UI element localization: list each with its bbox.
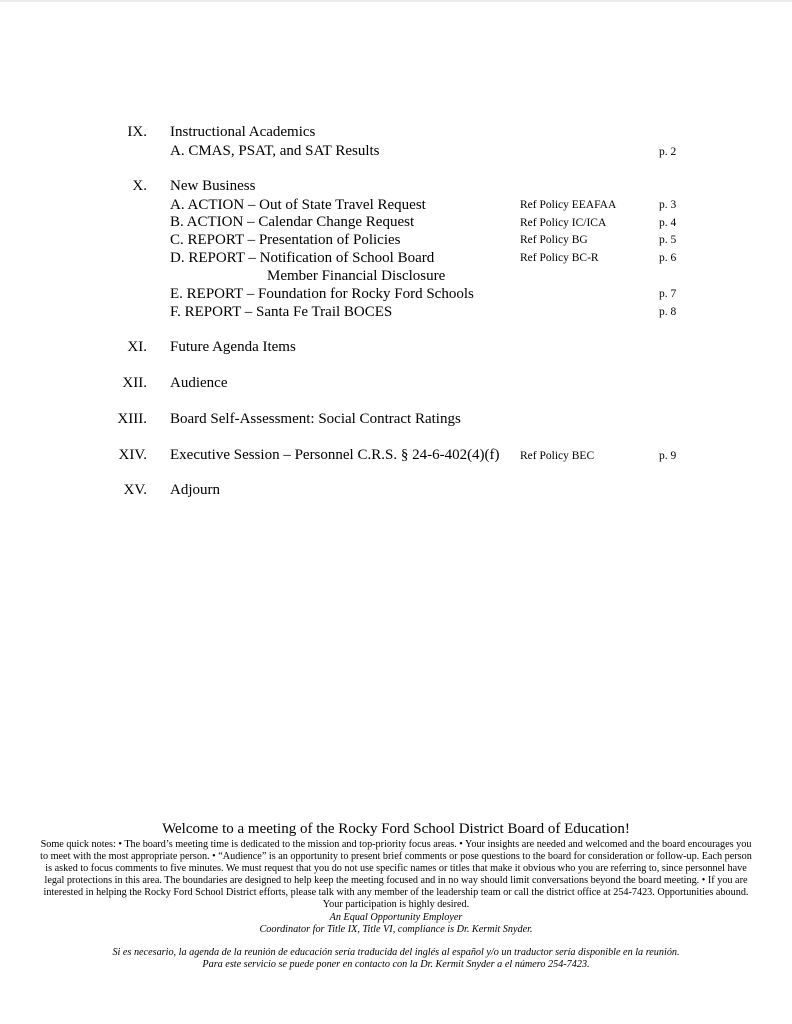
footer-spanish-line-1: Si es necesario, la agenda de la reunión de educación sería traducida del inglés al español y/o un traductor sería disponible en la reunión. bbox=[112, 947, 680, 958]
section-ix-numeral: IX. bbox=[127, 124, 147, 140]
footer-employer: An Equal Opportunity Employer bbox=[329, 912, 463, 923]
x-item-b-ref: Ref Policy IC/ICA bbox=[520, 217, 607, 229]
section-xi-numeral: XI. bbox=[127, 339, 147, 355]
section-ix-title: Instructional Academics bbox=[170, 124, 316, 140]
section-xiii-title: Board Self-Assessment: Social Contract Ratings bbox=[170, 411, 461, 427]
section-xiv-numeral: XIV. bbox=[118, 447, 147, 463]
x-item-b-text: B. ACTION – Calendar Change Request bbox=[170, 214, 415, 230]
footer-welcome-title: Welcome to a meeting of the Rocky Ford School District Board of Education! bbox=[162, 821, 630, 837]
section-xi-title: Future Agenda Items bbox=[170, 339, 296, 355]
x-item-c-page: p. 5 bbox=[659, 234, 677, 246]
footer-coordinator: Coordinator for Title IX, Title VI, compliance is Dr. Kermit Snyder. bbox=[259, 924, 533, 935]
ix-item-a-text: A. CMAS, PSAT, and SAT Results bbox=[170, 143, 380, 159]
x-item-d-page: p. 6 bbox=[659, 252, 677, 264]
x-item-f-text: F. REPORT – Santa Fe Trail BOCES bbox=[170, 304, 393, 320]
x-item-b-page: p. 4 bbox=[659, 217, 677, 229]
x-item-c-text: C. REPORT – Presentation of Policies bbox=[170, 232, 401, 248]
x-item-e-page: p. 7 bbox=[659, 288, 677, 300]
page-top-border bbox=[0, 0, 792, 2]
section-x-title: New Business bbox=[170, 178, 256, 194]
footer-spanish-line-2: Para este servicio se puede poner en contacto con la Dr. Kermit Snyder a el número 254-7423. bbox=[202, 959, 590, 970]
x-item-d-ref: Ref Policy BC-R bbox=[520, 252, 599, 264]
x-item-a-page: p. 3 bbox=[659, 199, 677, 211]
section-xiv-page: p. 9 bbox=[659, 450, 677, 462]
x-item-a-ref: Ref Policy EEAFAA bbox=[520, 199, 617, 211]
x-item-d-continuation: Member Financial Disclosure bbox=[267, 268, 446, 284]
section-xv-title: Adjourn bbox=[170, 482, 220, 498]
x-item-a-text: A. ACTION – Out of State Travel Request bbox=[170, 197, 426, 213]
section-x-numeral: X. bbox=[132, 178, 147, 194]
ix-item-a-page: p. 2 bbox=[659, 146, 677, 158]
x-item-d-text: D. REPORT – Notification of School Board bbox=[170, 250, 435, 266]
section-xii-title: Audience bbox=[170, 375, 228, 391]
section-xiii-numeral: XIII. bbox=[117, 411, 147, 427]
x-item-f-page: p. 8 bbox=[659, 306, 677, 318]
x-item-c-ref: Ref Policy BG bbox=[520, 234, 588, 246]
footer-quick-notes: Some quick notes: • The board’s meeting time is dedicated to the mission and top-priority focus areas. • Your insights are needed and welcomed and the board encourages you to meet with the most appropriate person. • “Audience” is an opportunity to present brief comments or pose questions to the board for consideration or follow-up. Each person is asked to focus comments to five minutes. We must request that you do not use specific names or titles that make it obvious who you are referring to, since personnel have legal protections in this area. The boundaries are designed to help keep the meeting focused and in no way should limit conversations beyond the board meeting. • If you are interested in helping the Rocky Ford School District efforts, please talk with any member of the leadership team or call the district office at 254-7423. Opportunities abound. Your participation is highly desired. bbox=[40, 839, 752, 911]
section-xv-numeral: XV. bbox=[123, 482, 147, 498]
section-xiv-title: Executive Session – Personnel C.R.S. § 24-6-402(4)(f) bbox=[170, 447, 500, 463]
section-xii-numeral: XII. bbox=[122, 375, 147, 391]
x-item-e-text: E. REPORT – Foundation for Rocky Ford Schools bbox=[170, 286, 474, 302]
section-xiv-ref: Ref Policy BEC bbox=[520, 450, 595, 462]
